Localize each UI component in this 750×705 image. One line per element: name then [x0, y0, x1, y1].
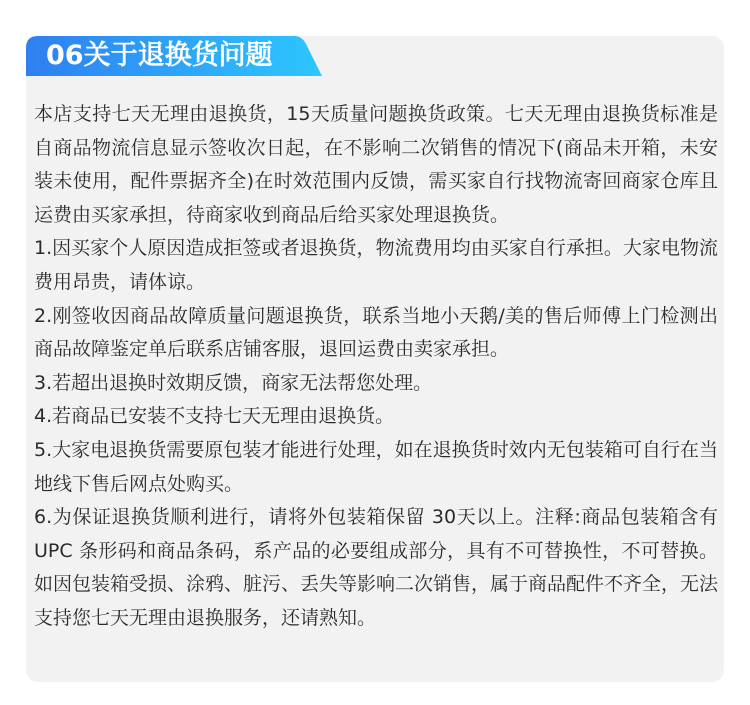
policy-paragraph-intro: 本店支持七天无理由退换货，15天质量问题换货政策。七天无理由退换货标准是自商品物流信息显示签收次日起，在不影响二次销售的情况下(商品未开箱，未安装未使用，配件票据齐全)在时效范围内反馈，需买家自行找物流寄回商家仓库且运费由买家承担，待商家收到商品后给买家处理退换货。 [34, 103, 718, 226]
policy-paragraph-2: 2.刚签收因商品故障质量问题退换货，联系当地小天鹅/美的售后师傅上门检测出商品故障鉴定单后联系店铺客服，退回运费由卖家承担。 [34, 304, 718, 361]
policy-paragraph-1: 1.因买家个人原因造成拒签或者退换货，物流费用均由买家自行承担。大家电物流费用昂贵，请体谅。 [34, 237, 718, 293]
title-tab [26, 36, 326, 76]
policy-paragraph-6: 6.为保证退换货顺利进行，请将外包装箱保留 30天以上。注释:商品包装箱含有UPC 条形码和商品条码，系产品的必要组成部分，具有不可替换性，不可替换。如因包装箱受损、涂鸦、脏污、丢失等影响二次销售，属于商品配件不齐全，无法支持您七天无理由退换服务，还请熟知。 [34, 506, 719, 629]
policy-paragraph-3: 3.若超出退换时效期反馈，商家无法帮您处理。 [34, 371, 433, 394]
policy-paragraph-5: 5.大家电退换货需要原包装才能进行处理，如在退换货时效内无包装箱可自行在当地线下售后网点处购买。 [34, 438, 718, 495]
section-title: 06关于退换货问题 [46, 40, 273, 71]
section-header [26, 36, 724, 76]
policy-paragraph-4: 4.若商品已安装不支持七天无理由退换货。 [34, 405, 395, 428]
policy-text [34, 98, 718, 636]
